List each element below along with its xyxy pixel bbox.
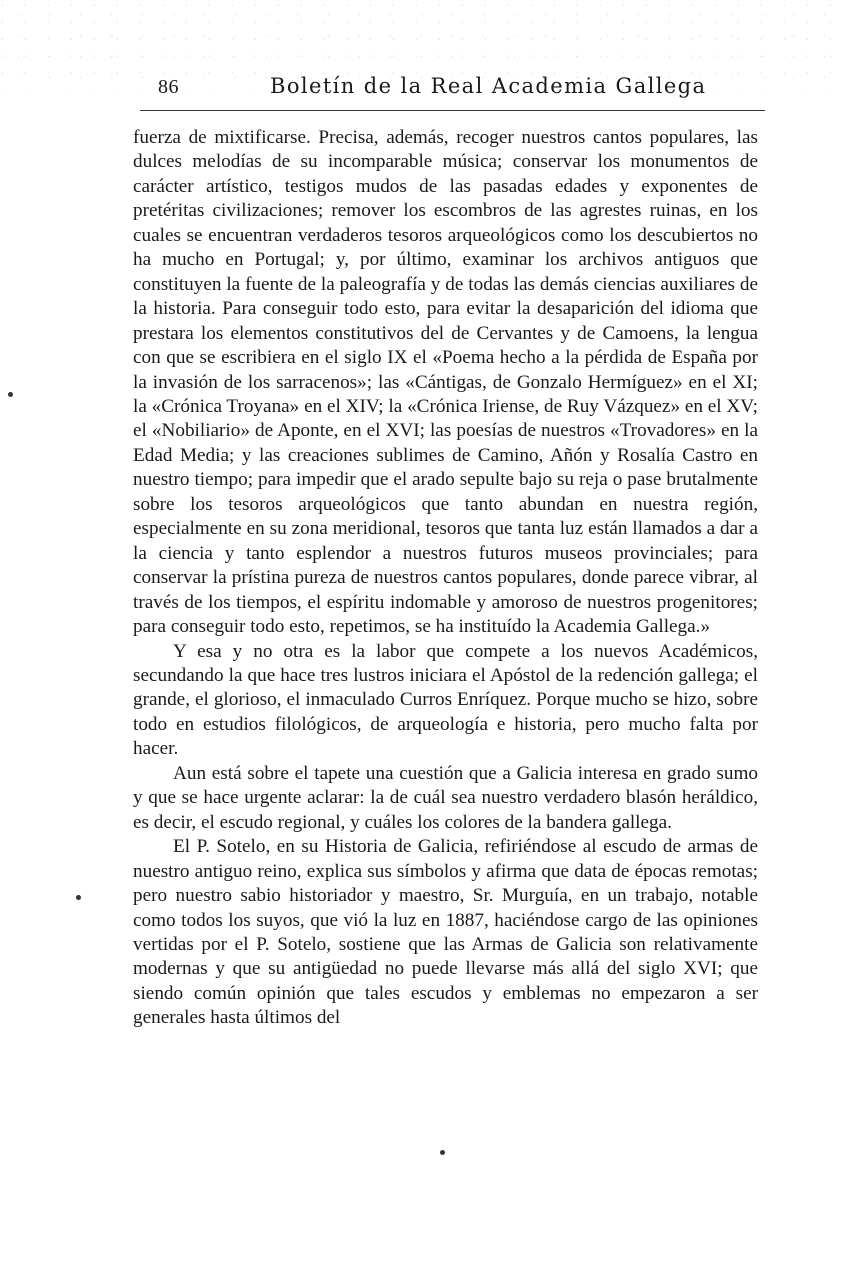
- header-rule: [140, 110, 765, 111]
- bottom-speck: [440, 1150, 445, 1155]
- margin-speck: [8, 392, 13, 397]
- paragraph-4: El P. Sotelo, en su Historia de Galicia, refiriéndose al escudo de armas de nuestro antiguo reino, explica sus símbolos y afirma que data de épocas remotas; pero nuestro sabio historiador y maestro, Sr. Murguía, en un trabajo, notable como todos los suyos, que vió la luz en 1887, haciéndose cargo de las opiniones vertidas por el P. Sotelo, sostiene que las Armas de Galicia son relativamente modernas y que su antigüedad no puede llevarse más allá del siglo XVI; que siendo común opinión que tales escudos y emblemas no empezaron a ser generales hasta últimos del: [133, 836, 758, 1029]
- page-number: 86: [158, 76, 179, 98]
- page-header: [140, 76, 758, 110]
- paragraph-3: Aun está sobre el tapete una cuestión que a Galicia interesa en grado sumo y que se hace urgente aclarar: la de cuál sea nuestro verdadero blasón heráldico, es decir, el escudo regional, y cuáles los colores de la bandera gallega.: [133, 762, 758, 833]
- margin-speck: [76, 895, 81, 900]
- paragraph-2: Y esa y no otra es la labor que compete a los nuevos Académicos, secundando la que hace tres lustros iniciara el Apóstol de la redención gallega; el grande, el glorioso, el inmaculado Curros Enríquez. Porque mucho se hizo, sobre todo en estudios filológicos, de arqueología e historia, pero mucho falta por hacer.: [133, 640, 758, 760]
- paragraph-1: fuerza de mixtificarse. Precisa, además, recoger nuestros cantos populares, las dulces melodías de su incomparable música; conservar los monumentos de carácter artístico, testigos mudos de las pasadas edades y exponentes de pretéritas civilizaciones; remover los escombros de las agrestes ruinas, en los cuales se encuentran verdaderos tesoros arqueológicos como los descubiertos no ha mucho en Portugal; y, por último, examinar los archivos antiguos que constituyen la fuente de la paleografía y de todas las demás ciencias auxiliares de la historia. Para conseguir todo esto, para evitar la desaparición del idioma que prestara los elementos constitutivos del de Cervantes y de Camoens, la lengua con que se escribiera en el siglo IX el «Poema hecho a la pérdida de España por la invasión de los sarracenos»; las «Cántigas, de Gonzalo Hermíguez» en el XI; la «Crónica Troyana» en el XIV; la «Crónica Iriense, de Ruy Vázquez» en el XV; el «Nobiliario» de Aponte, en el XVI; las poesías de nuestros «Trovadores» en la Edad Media; y las creaciones sublimes de Camino, Añón y Rosalía Castro en nuestro tiempo; para impedir que el arado sepulte bajo su reja o pase brutalmente sobre los tesoros arqueológicos que tanto abundan en nuestra región, especialmente en su zona meridional, tesoros que tanta luz están llamados a dar a la ciencia y tanto esplendor a nuestros futuros museos provinciales; para conservar la prístina pureza de nuestros cantos populares, donde parece vibrar, al través de los tiempos, el espíritu indomable y amoroso de nuestros progenitores; para conseguir todo esto, repetimos, se ha instituído la Academia Gallega.»: [133, 127, 759, 638]
- body-text: [133, 126, 758, 1031]
- running-title: Boletín de la Real Academia Gallega: [270, 74, 707, 98]
